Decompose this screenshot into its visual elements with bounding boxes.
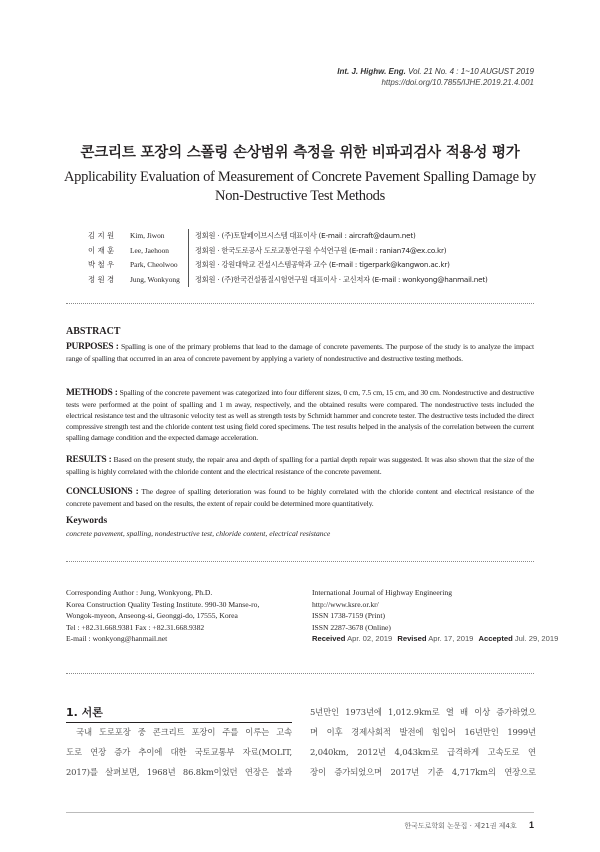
- submission-dates: [312, 633, 559, 645]
- body-line: 도로 연장 증가 추이에 대한 국토교통부 자료(MOLIT,: [66, 747, 292, 757]
- body-line: 5년만인 1973년에 1,012.9km로 열 배 이상 증가하였으: [310, 707, 536, 717]
- author-row: [88, 229, 488, 244]
- corr-line: Tel : +82.31.668.9381 Fax : +82.31.668.9382: [66, 622, 205, 632]
- doi-link[interactable]: https://doi.org/10.7855/IJHE.2019.21.4.001: [381, 78, 534, 87]
- body-line: 장이 증가되었으며 2017년 기준 4,717km의 연장으로: [310, 767, 536, 777]
- corr-line: Korea Construction Quality Testing Institute. 990-30 Manse-ro,: [66, 599, 260, 609]
- received-label: Received: [312, 634, 346, 644]
- author-row: [88, 258, 488, 273]
- journal-abbr: Int. J. Highw. Eng.: [337, 67, 406, 76]
- author-row: [88, 273, 488, 288]
- abstract-heading: ABSTRACT: [66, 326, 121, 337]
- purposes-text: Spalling is one of the primary problems that lead to the damage of concrete pavements. The purpose of the study is to analyze the impact range of spalling that occurred in an area of concrete pavement by applying a variety of nondestructive and destructive testing methods.: [66, 342, 534, 364]
- results-text: Based on the present study, the repair area and depth of spalling for a partial depth repair was suggested. It was also shown that the size of the spalling is highly correlated with the chloride content and the electrical resistance of the concrete pavement.: [66, 455, 534, 477]
- methods-text: Spalling of the concrete pavement was categorized into four different sizes, 0 cm, 7.5 cm, 15 cm, and 30 cm. Nondestructive and destructive tests were performed at the point of spalling and 1 m away, respectively, and the obtained results were compared. The nondestructive tests included the electrical resistance test and the ultrasonic velocity test as well as strength tests by Schmidt hammer and concrete tester. The destructive tests included the direct compressive strength test and the chloride content test using field cored specimens. The test results helped in the analysis of the correlation between the current spalling damage condition and the expected damage acceleration.: [66, 388, 535, 443]
- keywords-heading: Keywords: [66, 516, 108, 526]
- received-date: Apr. 02, 2019: [347, 634, 393, 644]
- body-line: 며 이후 경제사회적 발전에 힘입어 16년만인 1999년: [310, 727, 536, 737]
- volume-info: Vol. 21 No. 4 : 1~10 AUGUST 2019: [408, 67, 534, 76]
- methods-label: METHODS :: [66, 388, 118, 398]
- divider: [66, 673, 534, 674]
- footer-rule: [66, 812, 534, 813]
- body-line: 2017)를 살펴보면, 1968년 86.8km이었던 연장은 불과: [66, 767, 292, 777]
- journal-url[interactable]: http://www.ksre.or.kr/: [312, 599, 379, 609]
- author-name-en: Kim, Jiwon: [130, 231, 165, 240]
- body-line: 국내 도로포장 중 콘크리트 포장이 주를 이루는 고속: [76, 727, 292, 737]
- abstract-results: [66, 454, 534, 477]
- divider: [66, 303, 534, 304]
- revised-label: Revised: [397, 634, 427, 644]
- abstract-methods: [66, 387, 534, 443]
- corr-line: Wongok-myeon, Anseong-si, Geonggi-do, 17555, Korea: [66, 611, 238, 621]
- conclusions-text: The degree of spalling deterioration was found to be highly correlated with the chloride content and electrical resistance of the concrete pavement and based on the results, the extent of repair could be determined more quantitatively.: [66, 487, 534, 509]
- results-label: RESULTS :: [66, 455, 112, 465]
- keywords-text: concrete pavement, spalling, nondestructive test, chloride content, electrical resistance: [66, 529, 331, 538]
- accepted-label: Accepted: [478, 634, 513, 644]
- title-english: Applicability Evaluation of Measurement of Concrete Pavement Spalling Damage by Non-Destructive Test Methods: [64, 169, 536, 204]
- author-name-ko: 이 재 훈: [88, 245, 115, 255]
- corresponding-author-block: [66, 587, 306, 645]
- journal-name: International Journal of Highway Engineering: [312, 588, 453, 597]
- author-name-ko: 정 원 경: [88, 274, 115, 284]
- section-title: 1. 서론: [66, 706, 103, 719]
- issn-online: ISSN 2287-3678 (Online): [312, 622, 391, 632]
- corr-line: Corresponding Author : Jung, Wonkyong, Ph.D.: [66, 588, 213, 597]
- journal-header: [337, 66, 534, 78]
- author-name-en: Jung, Wonkyong: [130, 274, 180, 284]
- corr-email[interactable]: E-mail : wonkyong@hanmail.net: [66, 634, 168, 644]
- title-korean: 콘크리트 포장의 스폴링 손상범위 측정을 위한 비파괴검사 적용성 평가: [80, 145, 520, 161]
- divider: [66, 561, 534, 562]
- abstract-conclusions: [66, 486, 534, 509]
- journal-info-block: [312, 587, 559, 645]
- author-name-en: Park, Cheolwoo: [130, 260, 178, 270]
- author-affiliation: 정회원 · 강원대학교 건설시스템공학과 교수 (E-mail : tigerpark@kangwon.ac.kr): [188, 258, 450, 273]
- conclusions-label: CONCLUSIONS :: [66, 487, 139, 497]
- author-name-ko: 박 철 우: [88, 260, 115, 270]
- body-column-left: [66, 722, 292, 782]
- abstract-purposes: [66, 341, 534, 364]
- author-row: [88, 244, 488, 259]
- author-name-en: Lee, Jaehoon: [130, 245, 169, 255]
- author-affiliation: 정회원 · (주)토탈페이브시스템 대표이사 (E-mail : aircraft@daum.net): [188, 229, 416, 244]
- author-name-ko: 김 지 원: [88, 231, 115, 240]
- purposes-label: PURPOSES :: [66, 342, 119, 352]
- accepted-date: Jul. 29, 2019: [514, 634, 559, 644]
- body-column-right: [310, 702, 536, 782]
- author-affiliation: 정회원 · 한국도로공사 도로교통연구원 수석연구원 (E-mail : ranian74@ex.co.kr): [188, 244, 446, 259]
- page-number: 1: [528, 820, 534, 830]
- footer-journal: 한국도로학회 논문집 · 제21권 제4호: [404, 822, 517, 830]
- body-line: 2,040km, 2012년 4,043km로 급격하게 고속도로 연: [310, 747, 536, 757]
- page-footer: [404, 820, 534, 831]
- issn-print: ISSN 1738-7159 (Print): [312, 611, 385, 621]
- author-affiliation: 정회원 · (주)한국건설품질시험연구원 대표이사 · 교신저자 (E-mail : wonkyong@hanmail.net): [188, 273, 488, 288]
- revised-date: Apr. 17, 2019: [428, 634, 474, 644]
- author-list: [88, 229, 488, 287]
